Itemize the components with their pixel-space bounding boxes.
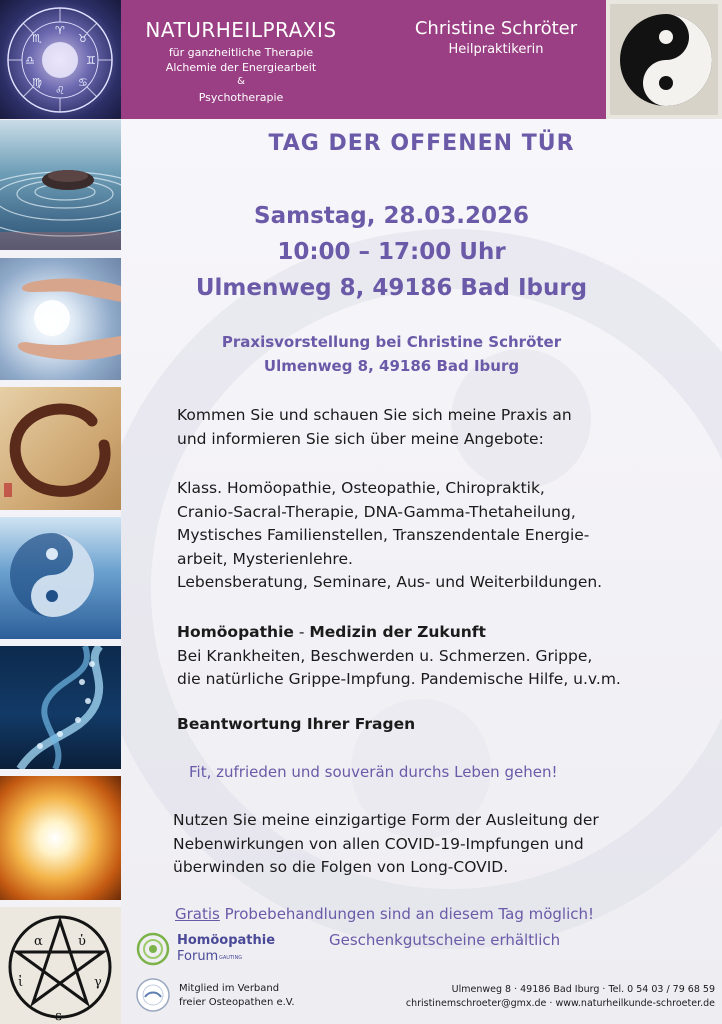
association-seal-icon [135, 977, 171, 1013]
yin-yang-water-image [0, 517, 121, 639]
zodiac-wheel-image [0, 0, 121, 119]
subtitle-line-2: Alchemie der Energiearbeit [165, 61, 317, 74]
osteopathy-association-logo [135, 977, 335, 1017]
pentagram-image [0, 907, 121, 1024]
member-line-2: freier Osteopathen e.V. [179, 997, 295, 1008]
offers-paragraph [177, 477, 707, 595]
svg-text:♊: ♊ [86, 54, 96, 67]
homeopathy-heading-separator: - [293, 623, 310, 641]
pentagram-letter-epsilon: ε [55, 1009, 62, 1024]
homeopathy-heading [177, 621, 707, 645]
offer-line: Lebensberatung, Seminare, Aus- und Weiterbildungen. [177, 573, 603, 591]
homeopathy-line: die natürliche Grippe-Impfung. Pandemische Hilfe, u.v.m. [177, 670, 621, 688]
intro-line: und informieren Sie sich über meine Angebote: [177, 429, 544, 448]
tagline: Fit, zufrieden und souverän durchs Leben gehen! [189, 763, 558, 781]
presentation-line-2: Ulmenweg 8, 49186 Bad Iburg [263, 357, 520, 375]
pentagram-letter-iota: ἰ [18, 975, 24, 990]
contact-street: Ulmenweg 8 [451, 984, 512, 995]
svg-text:♎: ♎ [25, 54, 35, 67]
forum-leaf-icon [135, 931, 171, 967]
svg-text:♈: ♈ [55, 24, 65, 37]
contact-city: 49186 Bad Iburg [520, 984, 600, 995]
dna-helix-image [0, 646, 121, 769]
offer-line: Cranio-Sacral-Therapie, DNA-Gamma-Thetaheilung, [177, 502, 576, 521]
offer-line: Mystisches Familienstellen, Transzendentale Energie- [177, 526, 590, 544]
water-ripple-image [0, 120, 121, 250]
forum-subtitle: Forum [177, 949, 219, 964]
svg-text:♉: ♉ [78, 32, 88, 45]
svg-text:♌: ♌ [55, 84, 65, 97]
enso-circle-image [0, 387, 121, 510]
practitioner-role: Heilpraktikerin [448, 42, 544, 57]
subtitle-ampersand: & [237, 76, 245, 87]
event-date: Samstag, 28.03.2026 [254, 203, 529, 229]
practitioner-name: Christine Schröter [414, 18, 578, 39]
contact-website-link[interactable]: www.naturheilkunde-schroeter.de [555, 998, 715, 1009]
healing-hands-image [0, 258, 121, 380]
header-banner [121, 0, 606, 119]
svg-text:♏: ♏ [32, 32, 42, 45]
homeopathy-heading-rest: Medizin der Zukunft [309, 623, 486, 641]
contact-footer [351, 983, 715, 1011]
pentagram-letter-upsilon: ὑ [78, 934, 86, 949]
contact-email-link[interactable]: christinemschroeter@gmx.de [405, 998, 547, 1009]
gift-vouchers-note: Geschenkgutscheine erhältlich [329, 931, 561, 949]
light-tunnel-image [0, 776, 121, 900]
image-sidebar [0, 0, 121, 1024]
free-trial-text: Probebehandlungen sind an diesem Tag möglich! [219, 905, 595, 923]
detox-line: überwinden so die Folgen von Long-COVID. [173, 858, 509, 876]
intro-paragraph [177, 404, 697, 451]
gratis-link: Gratis [175, 905, 220, 923]
free-trial-offer [175, 905, 594, 923]
offer-line: Klass. Homöopathie, Osteopathie, Chiropraktik, [177, 479, 545, 497]
contact-web-line: christinemschroeter@gmx.de · www.naturheilkunde-schroeter.de [405, 998, 715, 1009]
svg-text:♍: ♍ [32, 76, 42, 89]
homeopathy-section [177, 621, 707, 692]
practice-title: NATURHEILPRAXIS [145, 18, 337, 42]
detox-line: Nutzen Sie meine einzigartige Form der Ausleitung der [173, 811, 599, 829]
forum-location: GAUTING [219, 955, 243, 961]
forum-title: Homöopathie [177, 933, 276, 948]
offer-line: arbeit, Mysterienlehre. [177, 549, 353, 568]
subtitle-line-3: Psychotherapie [198, 91, 284, 104]
contact-phone: Tel. 0 54 03 / 79 68 59 [608, 984, 715, 995]
questions-heading: Beantwortung Ihrer Fragen [177, 715, 416, 733]
pentagram-letter-gamma: γ [94, 975, 102, 990]
homeopathy-forum-logo [135, 929, 285, 969]
event-address: Ulmenweg 8, 49186 Bad Iburg [195, 275, 588, 301]
homeopathy-heading-bold: Homöopathie [177, 623, 294, 641]
member-line-1: Mitglied im Verband [179, 983, 280, 994]
detox-line: Nebenwirkungen von allen COVID-19-Impfungen und [173, 834, 584, 853]
pentagram-letter-alpha: α [34, 934, 43, 949]
subtitle-line-1: für ganzheitliche Therapie [168, 46, 314, 59]
yin-yang-logo [606, 0, 722, 119]
event-title: TAG DER OFFENEN TÜR [268, 131, 575, 156]
detox-paragraph [173, 809, 713, 880]
event-time: 10:00 – 17:00 Uhr [277, 239, 506, 265]
main-content [121, 119, 722, 1024]
intro-line: Kommen Sie und schauen Sie sich meine Praxis an [177, 406, 572, 424]
homeopathy-line: Bei Krankheiten, Beschwerden u. Schmerzen. Grippe, [177, 646, 593, 665]
svg-text:♋: ♋ [78, 76, 88, 89]
contact-address-line: Ulmenweg 8 · 49186 Bad Iburg · Tel. 0 54 03 / 79 68 59 [451, 984, 715, 995]
presentation-line-1: Praxisvorstellung bei Christine Schröter [221, 333, 562, 351]
